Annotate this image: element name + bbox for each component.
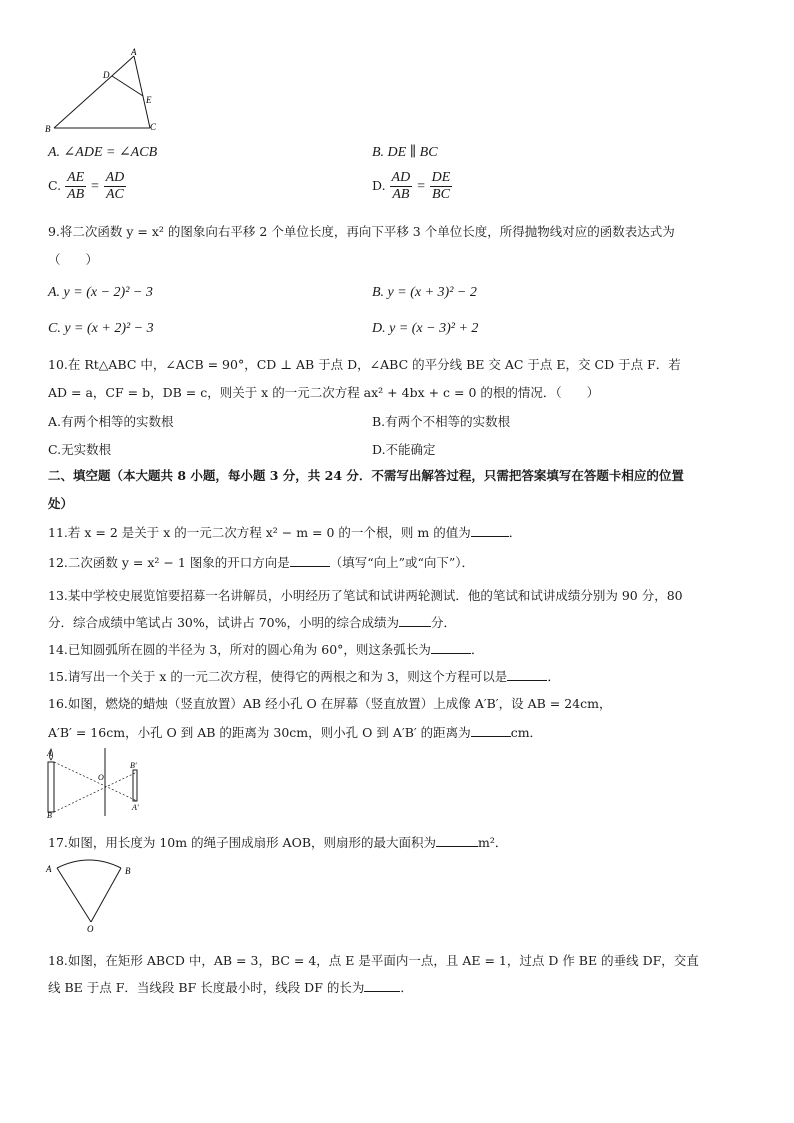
label-o: O: [87, 924, 94, 934]
label-b: B: [125, 866, 131, 876]
q8-option-c: C. $\frac{AE}{AB}$ = $\frac{AD}{AC}$: [48, 170, 125, 202]
q11: 11.若 x = 2 是关于 x 的一元二次方程 x² − m = 0 的一个根，则 m 的值为 ．: [48, 525, 522, 540]
answer-blank: [471, 724, 511, 737]
q9-option-a: A. y = (x − 2)² − 3: [48, 285, 153, 300]
q8-option-d: D. $\frac{AD}{AB}$ = $\frac{DE}{BC}$: [372, 170, 451, 202]
label-d: D: [103, 70, 110, 80]
answer-blank: [399, 614, 431, 627]
answer-blank: [364, 979, 400, 992]
pinhole-figure: [44, 746, 148, 818]
answer-blank: [290, 554, 330, 567]
label-b: B: [45, 124, 51, 134]
label-a: A: [131, 47, 137, 57]
q10-line1: 10.在 Rt△ABC 中，∠ACB = 90°，CD ⊥ AB 于点 D，∠ABC 的平分线 BE 交 AC 于点 E，交 CD 于点 F．若: [48, 357, 681, 372]
q10-option-b: B.有两个不相等的实数根: [372, 414, 511, 429]
q9-option-b: B. y = (x + 3)² − 2: [372, 285, 477, 300]
label-b: B: [47, 811, 52, 818]
sector-figure: [42, 858, 142, 934]
answer-blank: [436, 834, 478, 847]
label-e: E: [146, 95, 152, 105]
q18-line1: 18.如图，在矩形 ABCD 中，AB = 3，BC = 4，点 E 是平面内一点，且 AE = 1，过点 D 作 BE 的垂线 DF，交直: [48, 953, 699, 968]
q14: 14.已知圆弧所在圆的半径为 3，所对的圆心角为 60°，则这条弧长为 ．: [48, 642, 484, 657]
answer-blank: [471, 524, 509, 537]
q16-line2: A′B′ = 16cm，小孔 O 到 AB 的距离为 30cm，则小孔 O 到 A′B′ 的距离为 cm．: [48, 725, 543, 740]
label-o: O: [98, 773, 104, 782]
q9-line1: 9.将二次函数 y = x² 的图象向右平移 2 个单位长度，再向下平移 3 个单位长度，所得抛物线对应的函数表达式为: [48, 224, 675, 239]
q15: 15.请写出一个关于 x 的一元二次方程，使得它的两根之和为 3，则这个方程可以是 ．: [48, 669, 560, 684]
answer-blank: [507, 668, 547, 681]
q10-option-c: C.无实数根: [48, 442, 112, 457]
label-a-prime: A′: [132, 803, 139, 812]
answer-blank: [431, 641, 471, 654]
section-heading-line2: 处）: [48, 496, 74, 511]
q10-option-a: A.有两个相等的实数根: [48, 414, 174, 429]
q10-option-d: D.不能确定: [372, 442, 436, 457]
section-heading-line1: 二、填空题（本大题共 8 小题，每小题 3 分，共 24 分．不需写出解答过程，只需把答案填写在答题卡相应的位置: [48, 468, 684, 483]
q9-option-d: D. y = (x − 3)² + 2: [372, 321, 479, 336]
q8-option-b: B. DE ∥ BC: [372, 145, 438, 160]
q17: 17.如图，用长度为 10m 的绳子围成扇形 AOB，则扇形的最大面积为 m²．: [48, 835, 508, 850]
q8-option-a: A. ∠ADE = ∠ACB: [48, 145, 158, 160]
label-b-prime: B′: [130, 761, 137, 770]
q13-line1: 13.某中学校史展览馆要招募一名讲解员，小明经历了笔试和试讲两轮测试．他的笔试和试讲成绩分别为 90 分，80: [48, 588, 683, 603]
label-a: A: [46, 864, 52, 874]
q10-line2: AD = a，CF = b，DB = c，则关于 x 的一元二次方程 ax² + 4bx + c = 0 的根的情况．（ ）: [48, 385, 600, 400]
q9-option-c: C. y = (x + 2)² − 3: [48, 321, 154, 336]
q9-line2: （ ）: [48, 252, 99, 267]
label-c: C: [150, 122, 157, 132]
label-a: A: [47, 749, 52, 758]
triangle-figure: [42, 46, 172, 138]
q12: 12.二次函数 y = x² − 1 图象的开口方向是 （填写“向上”或“向下”）．: [48, 555, 475, 570]
q16-line1: 16.如图，燃烧的蜡烛（竖直放置）AB 经小孔 O 在屏幕（竖直放置）上成像 A′B′，设 AB = 24cm，: [48, 696, 612, 711]
q18-line2: 线 BE 于点 F．当线段 BF 长度最小时，线段 DF 的长为 ．: [48, 980, 413, 995]
q13-line2: 分．综合成绩中笔试占 30%，试讲占 70%，小明的综合成绩为 分．: [48, 615, 457, 630]
